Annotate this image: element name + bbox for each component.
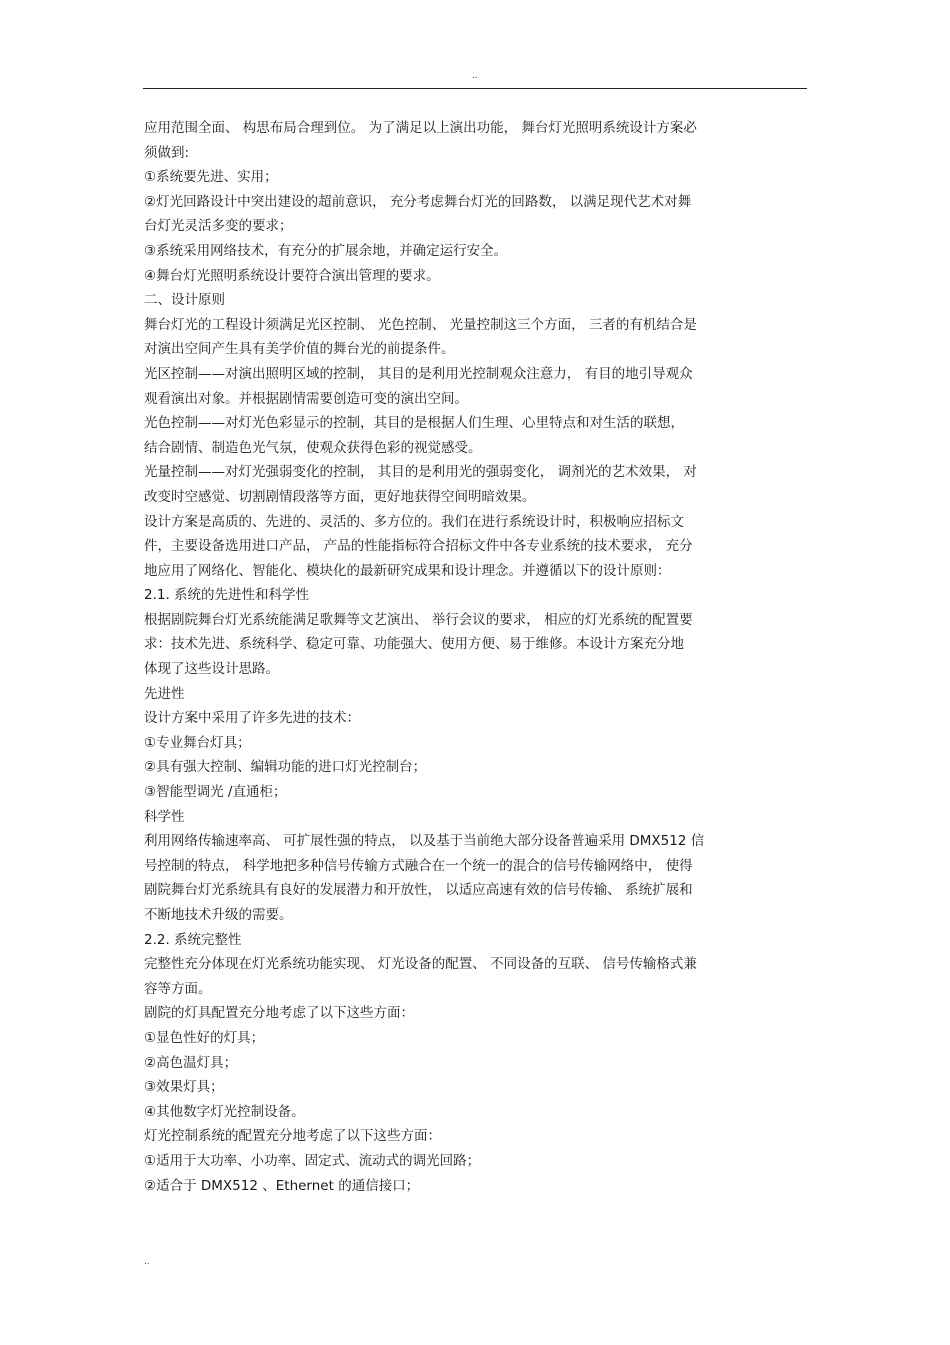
text-line: 灯光控制系统的配置充分地考虑了以下这些方面：: [144, 1128, 441, 1145]
text-line: 须做到:: [144, 144, 190, 161]
document-body: [144, 116, 808, 1198]
text-line: 对演出空间产生具有美学价值的舞台光的前提条件。: [144, 341, 455, 358]
text-line: 二、设计原则: [144, 292, 225, 309]
header-mark: ..: [472, 70, 478, 81]
text-line: 不断地技术升级的需要。: [144, 907, 293, 923]
header-rule: [143, 88, 807, 89]
text-line: 利用网络传输速率高、 可扩展性强的特点， 以及基于当前绝大部分设备普遍采用 DMX512 信: [144, 833, 705, 850]
text-line: 2.1. 系统的先进性和科学性: [144, 587, 310, 604]
text-line: 光区控制——对演出照明区域的控制， 其目的是利用光控制观众注意力， 有目的地引导观众: [144, 365, 693, 382]
text-line: ①系统要先进、实用；: [144, 169, 278, 186]
text-line: 求：技术先进、系统科学、稳定可靠、功能强大、使用方便、易于维修。本设计方案充分地: [144, 636, 684, 653]
text-line: 改变时空感觉、切割剧情段落等方面，更好地获得空间明暗效果。: [144, 488, 536, 505]
text-line: 2.2. 系统完整性: [144, 931, 242, 948]
text-line: ②灯光回路设计中突出建设的超前意识， 充分考虑舞台灯光的回路数， 以满足现代艺术对舞: [144, 193, 692, 210]
text-line: 剧院的灯具配置充分地考虑了以下这些方面：: [144, 1005, 414, 1022]
text-line: 号控制的特点， 科学地把多种信号传输方式融合在一个统一的混合的信号传输网络中， 使得: [144, 857, 693, 874]
text-line: ④其他数字灯光控制设备。: [144, 1103, 305, 1120]
text-line: 台灯光灵活多变的要求；: [144, 218, 293, 235]
text-line: 容等方面。: [144, 980, 212, 997]
text-line: 结合剧情、制造色光气氛，使观众获得色彩的视觉感受。: [144, 439, 482, 456]
text-line: 完整性充分体现在灯光系统功能实现、 灯光设备的配置、 不同设备的互联、 信号传输格式兼: [144, 956, 697, 973]
text-line: ③系统采用网络技术，有充分的扩展余地，并确定运行安全。: [144, 242, 508, 259]
text-line: ③效果灯具；: [144, 1079, 224, 1096]
text-line: 先进性: [144, 685, 185, 702]
text-line: 剧院舞台灯光系统具有良好的发展潜力和开放性， 以适应高速有效的信号传输、 系统扩展和: [144, 882, 693, 899]
text-line: ②具有强大控制、编辑功能的进口灯光控制台；: [144, 759, 427, 776]
text-line: ①适用于大功率、小功率、固定式、流动式的调光回路；: [144, 1152, 481, 1169]
text-line: ②高色温灯具；: [144, 1054, 238, 1071]
text-line: 件，主要设备选用进口产品， 产品的性能指标符合招标文件中各专业系统的技术要求， 充分: [144, 538, 693, 555]
text-line: 应用范围全面、 构思布局合理到位。 为了满足以上演出功能， 舞台灯光照明系统设计方案必: [144, 120, 697, 136]
text-line: 地应用了网络化、智能化、模块化的最新研究成果和设计理念。并遵循以下的设计原则：: [144, 562, 671, 579]
text-line: 设计方案是高质的、先进的、灵活的、多方位的。我们在进行系统设计时，积极响应招标文: [144, 513, 684, 530]
text-line: ②适合于 DMX512 、Ethernet 的通信接口；: [144, 1177, 420, 1194]
text-line: 光色控制——对灯光色彩显示的控制，其目的是根据人们生理、心里特点和对生活的联想，: [144, 415, 684, 432]
text-line: 科学性: [144, 808, 185, 825]
text-line: 观看演出对象。并根据剧情需要创造可变的演出空间。: [144, 390, 468, 407]
text-line: ④舞台灯光照明系统设计要符合演出管理的要求。: [144, 267, 440, 284]
text-line: 光量控制——对灯光强弱变化的控制， 其目的是利用光的强弱变化， 调剂光的艺术效果， 对: [144, 464, 697, 481]
text-line: ①显色性好的灯具；: [144, 1029, 265, 1046]
footer-mark: ..: [144, 1256, 150, 1267]
text-line: ③智能型调光 /直通柜；: [144, 784, 287, 801]
text-line: ①专业舞台灯具；: [144, 734, 251, 751]
text-line: 设计方案中采用了许多先进的技术：: [144, 710, 360, 727]
text-line: 根据剧院舞台灯光系统能满足歌舞等文艺演出、 举行会议的要求， 相应的灯光系统的配置要: [144, 611, 693, 628]
text-line: 体现了这些设计思路。: [144, 661, 279, 678]
text-line: 舞台灯光的工程设计须满足光区控制、 光色控制、 光量控制这三个方面， 三者的有机结合是: [144, 316, 697, 333]
